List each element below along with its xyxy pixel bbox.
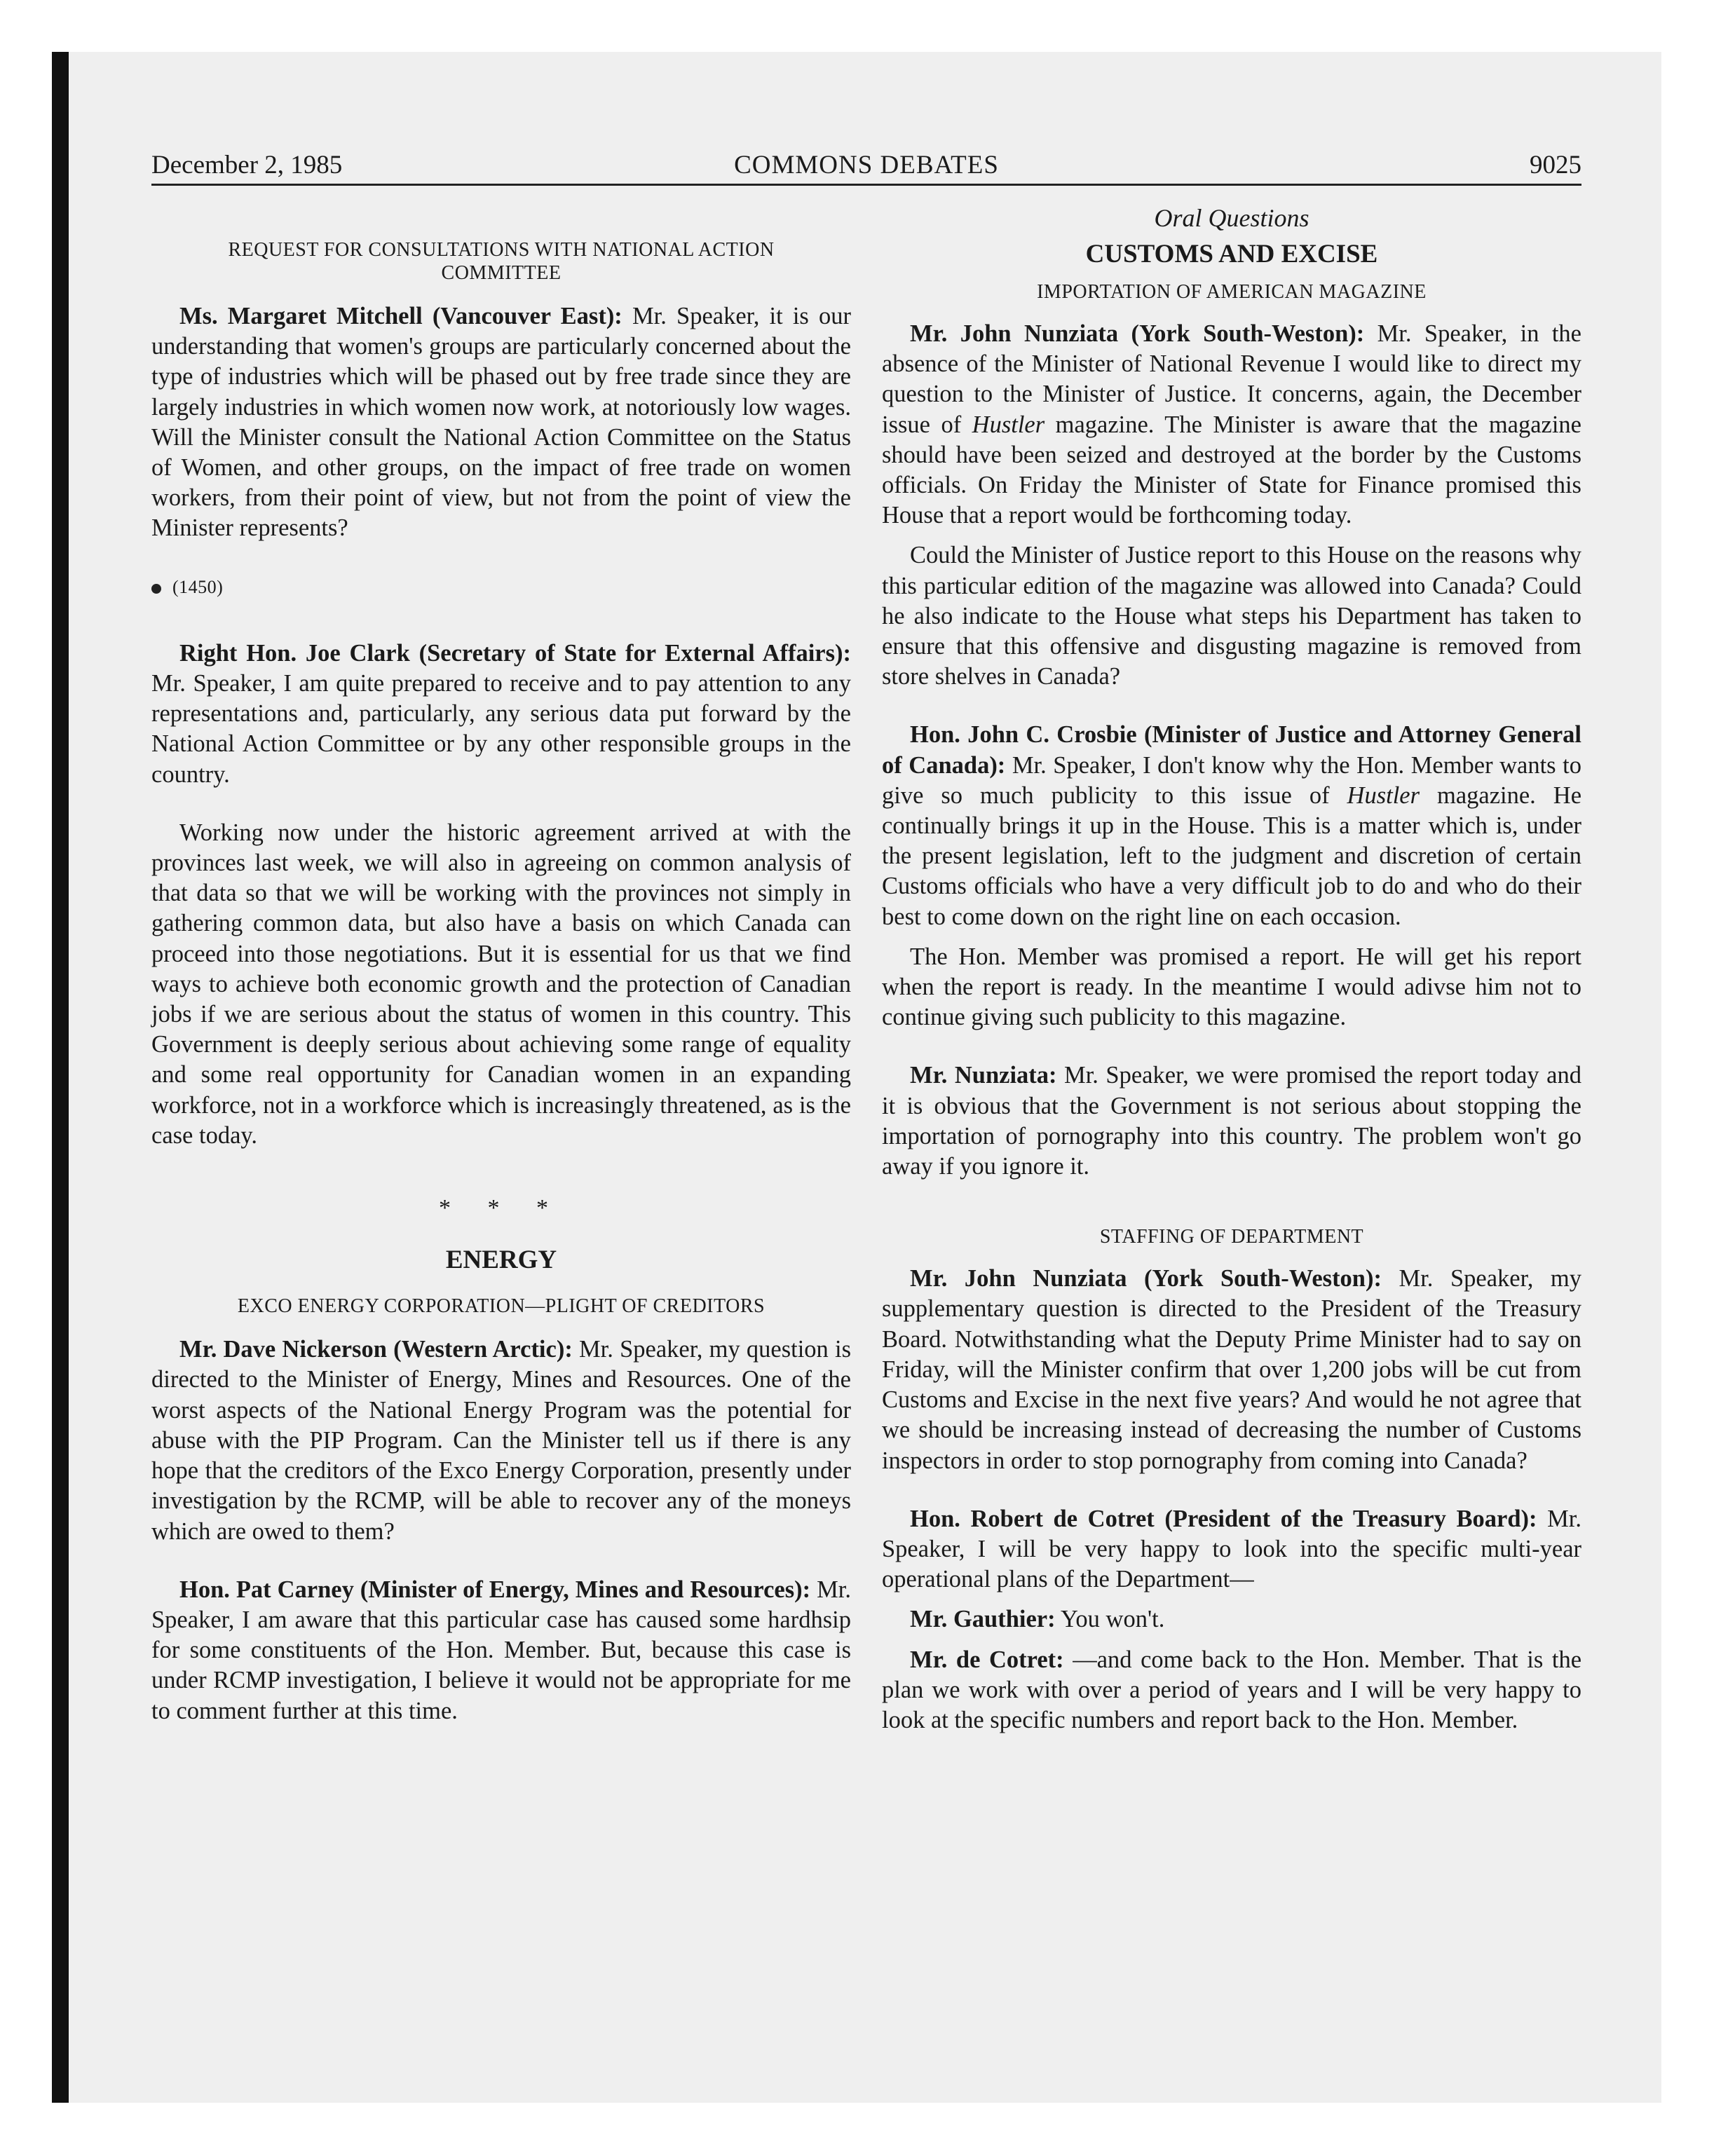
paragraph-text: Mr. Speaker, I don't know why the Hon. Member wants to give so much publicity to this issue of — [882, 751, 1581, 809]
paragraph-text: Mr. Speaker, we were promised the report today and it is obvious that the Government is not serious about stopping the importation of pornography into this country. The problem won't go away if you ignore it. — [882, 1062, 1581, 1180]
paragraph-crosbie-continued: The Hon. Member was promised a report. He will get his report when the report is ready. In the meantime I would adivse him not to continue giving such publicity to this magazine. — [882, 943, 1581, 1031]
paragraph-text: Mr. Speaker, I am quite prepared to receive and to pay attention to any representations and, particularly, any serious data put forward by the National Action Committee or by any other responsible groups in the country. — [151, 670, 851, 788]
right-column — [882, 198, 1581, 1735]
paragraph-text: Mr. Speaker, my supplementary question is directed to the President of the Treasury Board. Notwithstanding what the Deputy Prime Minister had to say on Friday, will the Minister confirm that over 1,200 jobs will be cut from Customs and Excise in the next five years? And would he not agree that we should be increasing instead of decreasing the number of Customs inspectors in order to stop pornography from coming into Canada? — [882, 1265, 1581, 1474]
subheading-staffing: STAFFING OF DEPARTMENT — [1099, 1226, 1364, 1248]
subheading-importation: IMPORTATION OF AMERICAN MAGAZINE — [1037, 281, 1427, 303]
magazine-title: Hustler — [1347, 782, 1420, 809]
paragraph-clark-continued: Working now under the historic agreement arrived at with the provinces last week, we will also in agreeing on common analysis of that data so that we will be working with the provinces not simply in gathering common data, but also have a basis on which Canada can proceed into those negotiations. But it is essential for us that we find ways to achieve both economic growth and the protection of Canadian jobs if we are serious about the status of women in this country. This Government is deeply serious about achieving some range of equality and some real opportunity for Canadian women in an expanding workforce, not in a workforce which is increasingly threatened, as is the case today. — [151, 819, 851, 1149]
paragraph-text: magazine. The Minister is aware that the magazine should have been seized and destroyed at the border by the Customs officials. On Friday the Minister of State for Finance promised this House that a report would be forthcoming today. — [882, 411, 1581, 529]
paragraph-text: Mr. Speaker, it is our understanding that women's groups are particularly concerned about the type of industries which will be phased out by free trade since they are largely industries in which women now work, at notoriously low wages. Will the Minister consult the National Action Committee on the Status of Women, and other groups, on the impact of free trade on women workers, from their point of view, but not from the point of view the Minister represents? — [151, 303, 851, 542]
paragraph-nunziata-reply — [882, 1060, 1581, 1182]
binding-edge — [52, 52, 69, 2103]
speaker-name: Mr. de Cotret: — [910, 1646, 1064, 1673]
subheading-exco: EXCO ENERGY CORPORATION—PLIGHT OF CREDITORS — [237, 1295, 766, 1318]
paragraph-crosbie — [882, 720, 1581, 932]
paragraph-nunziata-continued: Could the Minister of Justice report to this House on the reasons why this particular edition of the magazine was allowed into Canada? Could he also indicate to the House what steps his Department has taken to ensure that this offensive and disgusting magazine is removed from store shelves in Canada? — [882, 542, 1581, 690]
paragraph-nickerson — [151, 1335, 851, 1546]
speaker-name: Mr. Nunziata: — [910, 1062, 1057, 1089]
paragraph-text: Mr. Speaker, I am aware that this particular case has caused some hardhsip for some constituents of the Hon. Member. But, because this case is under RCMP investigation, I believe it would not be appropriate for me to comment further at this time. — [151, 1576, 851, 1724]
paragraph-text: magazine. He continually brings it up in the House. This is a matter which is, under the present legislation, left to the judgment and discretion of certain Customs officials who have a very difficult job to do and who do their best to come down on the right line on each occasion. — [882, 782, 1582, 930]
magazine-title: Hustler — [972, 411, 1045, 438]
paragraph-text: Mr. Speaker, I will be very happy to look into the specific multi-year operational plans of the Department— — [882, 1505, 1581, 1593]
running-head: Oral Questions — [1154, 204, 1309, 232]
page-header — [151, 146, 1581, 185]
paragraph-nunziata-supplementary — [882, 1264, 1581, 1475]
header-page-number: 9025 — [1530, 151, 1581, 179]
header-rule — [151, 184, 1581, 186]
header-date: December 2, 1985 — [151, 151, 343, 179]
paragraph-clark — [151, 639, 851, 790]
section-title-customs: CUSTOMS AND EXCISE — [1085, 240, 1378, 268]
time-marker — [151, 572, 851, 602]
subheading-consultations: REQUEST FOR CONSULTATIONS WITH NATIONAL ACTION COMMITTEE — [228, 239, 775, 284]
speaker-name: Mr. Dave Nickerson (Western Arctic): — [179, 1336, 573, 1363]
paragraph-de-cotret — [882, 1504, 1581, 1595]
paragraph-nunziata — [882, 319, 1581, 531]
paragraph-mitchell — [151, 301, 851, 544]
speaker-name: Hon. John C. Crosbie (Minister of Justice and Attorney General of Canada): — [882, 721, 1581, 779]
speaker-name: Ms. Margaret Mitchell (Vancouver East): — [179, 303, 622, 329]
header-title: COMMONS DEBATES — [734, 151, 999, 179]
speaker-name: Hon. Pat Carney (Minister of Energy, Mines and Resources): — [179, 1576, 811, 1603]
speaker-name: Mr. John Nunziata (York South-Weston): — [910, 1265, 1382, 1292]
time-marker-text: (1450) — [172, 576, 224, 597]
paragraph-text: You won't. — [1055, 1606, 1165, 1633]
section-title-energy: ENERGY — [445, 1246, 557, 1275]
left-column — [151, 198, 851, 1726]
paragraph-gauthier — [882, 1604, 1581, 1635]
paragraph-text: —and come back to the Hon. Member. That is the plan we work with over a period of years and I will be very happy to look at the specific numbers and report back to the Hon. Member. — [882, 1646, 1582, 1733]
paragraph-text: Mr. Speaker, my question is directed to the Minister of Energy, Mines and Resources. One of the worst aspects of the National Energy Program was the potential for abuse with the PIP Program. Can the Minister tell us if there is any hope that the creditors of the Exco Energy Corporation, presently under investigation by the RCMP, will be able to recover any of the moneys which are owed to them? — [151, 1336, 851, 1545]
speaker-name: Mr. John Nunziata (York South-Weston): — [910, 320, 1365, 347]
bullet-icon — [151, 584, 161, 594]
paragraph-text: Mr. Speaker, in the absence of the Minister of National Revenue I would like to direct my question to the Minister of Justice. It concerns, again, the December issue of — [882, 320, 1581, 438]
speaker-name: Mr. Gauthier: — [910, 1606, 1056, 1633]
paragraph-de-cotret-continued — [882, 1645, 1581, 1736]
paragraph-carney — [151, 1575, 851, 1726]
speaker-name: Right Hon. Joe Clark (Secretary of State for External Affairs): — [179, 639, 851, 667]
speaker-name: Hon. Robert de Cotret (President of the Treasury Board): — [910, 1505, 1537, 1532]
section-separator: * * * — [439, 1195, 564, 1222]
